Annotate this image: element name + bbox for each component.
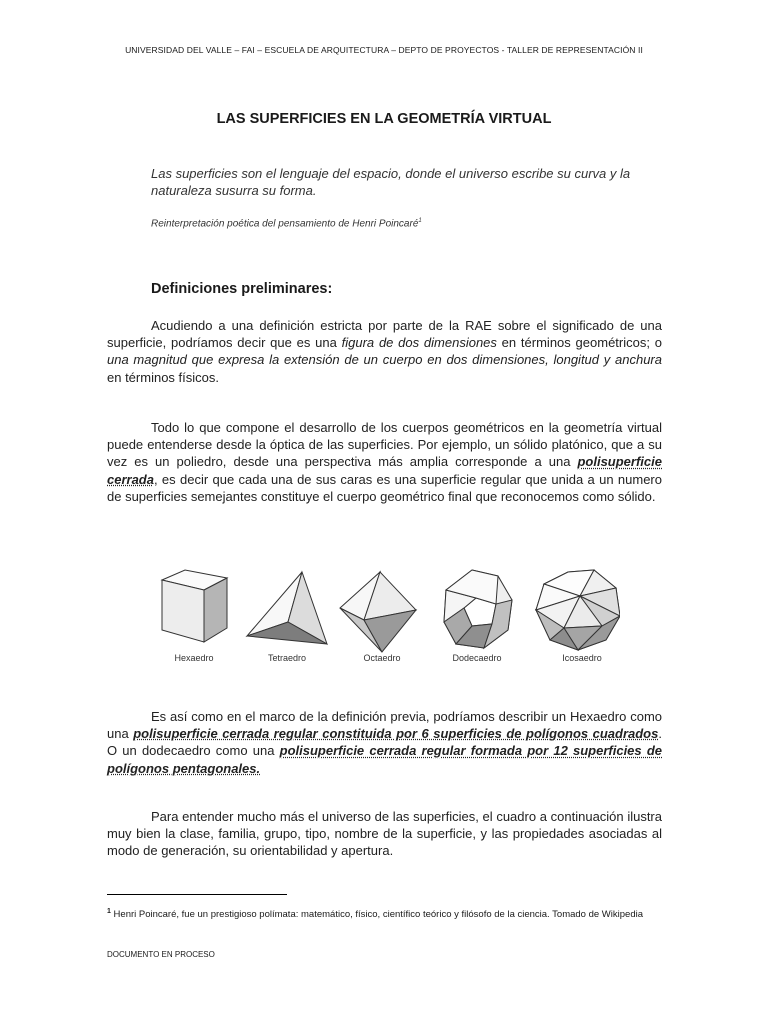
attribution-text: Reinterpretación poética del pensamiento de Henri Poincaré — [151, 218, 419, 230]
paragraph-definition — [107, 317, 662, 386]
paragraph-solids — [107, 419, 662, 505]
footnote-divider — [107, 894, 287, 895]
paragraph-table-intro — [107, 808, 662, 860]
text-run: Es así como en el marco de la definición previa, podríamos describir un Hexaedro como una — [107, 709, 662, 742]
text-run: Todo lo que compone el desarrollo de los cuerpos geométricos en la geometría virtual puede entenderse desde la óptica de las superficies. Por ejemplo, un sólido platónico, que a su vez es un poliedro, desde una perspectiva más amplia corresponde a una — [107, 420, 662, 470]
caption-tetrahedron: Tetraedro — [267, 653, 307, 663]
epigraph-quote: Las superficies son el lenguaje del espacio, donde el universo escribe su curva y la naturaleza susurra su forma. — [151, 166, 631, 198]
italic-run: una magnitud que expresa la extensión de un cuerpo en dos dimensiones, longitud y anchura — [107, 352, 662, 368]
footnote — [107, 904, 667, 922]
text-run: en términos geométricos; o — [496, 335, 662, 351]
caption-icosahedron: Icosaedro — [562, 653, 602, 663]
epigraph-attribution — [151, 218, 422, 229]
text-run: Acudiendo a una definición estricta por parte de la RAE sobre el significado de una superficie, podríamos decir que es una — [107, 318, 662, 351]
footnote-text: Henri Poincaré, fue un prestigioso polímata: matemático, físico, científico teórico y filósofo de la ciencia. Tomado de Wikipedia — [110, 909, 643, 921]
page-header: UNIVERSIDAD DEL VALLE – FAI – ESCUELA DE ARQUITECTURA – DEPTO DE PROYECTOS - TALLER DE REPRESENTACIÓN II — [125, 45, 643, 55]
platonic-solids-drawing — [140, 566, 620, 656]
tetrahedron-drawing — [247, 572, 327, 644]
hexahedron-drawing — [162, 570, 227, 642]
paragraph-examples — [107, 708, 662, 777]
text-run: en términos físicos. — [107, 369, 219, 385]
text-run: . O un dodecaedro como una — [107, 726, 662, 759]
page-footer: DOCUMENTO EN PROCESO — [107, 950, 215, 959]
text-run: , es decir que cada una de sus caras es una superficie regular que unida a un numero de superficies semejantes constituye el cuerpo geométrico final que reconocemos como sólido. — [107, 471, 662, 504]
section-heading: Definiciones preliminares: — [151, 281, 333, 297]
platonic-solids-figure — [140, 566, 620, 671]
text-run: Para entender mucho más el universo de las superficies, el cuadro a continuación ilustra muy bien la clase, familia, grupo, tipo, nombre de la superficie, y las propiedades asociadas al modo de generación, su orientabilidad y apertura. — [107, 809, 662, 859]
highlight-run: polisuperficie cerrada regular formada por 12 superficies de polígonos pentagonales. — [107, 743, 662, 776]
icosahedron-drawing — [536, 570, 620, 650]
highlight-run: polisuperficie cerrada regular constituida por 6 superficies de polígonos cuadrados — [133, 726, 659, 742]
caption-octahedron: Octaedro — [363, 653, 401, 663]
italic-run: figura de dos dimensiones — [341, 335, 497, 351]
footnote-ref[interactable]: 1 — [418, 218, 422, 224]
caption-hexahedron: Hexaedro — [174, 653, 214, 663]
dodecahedron-drawing — [444, 570, 512, 648]
caption-dodecahedron: Dodecaedro — [452, 653, 502, 663]
octahedron-drawing — [340, 572, 416, 652]
footnote-number: 1 — [107, 908, 111, 915]
page-title: LAS SUPERFICIES EN LA GEOMETRÍA VIRTUAL — [216, 111, 552, 127]
highlight-run: polisuperficie cerrada — [107, 454, 662, 487]
